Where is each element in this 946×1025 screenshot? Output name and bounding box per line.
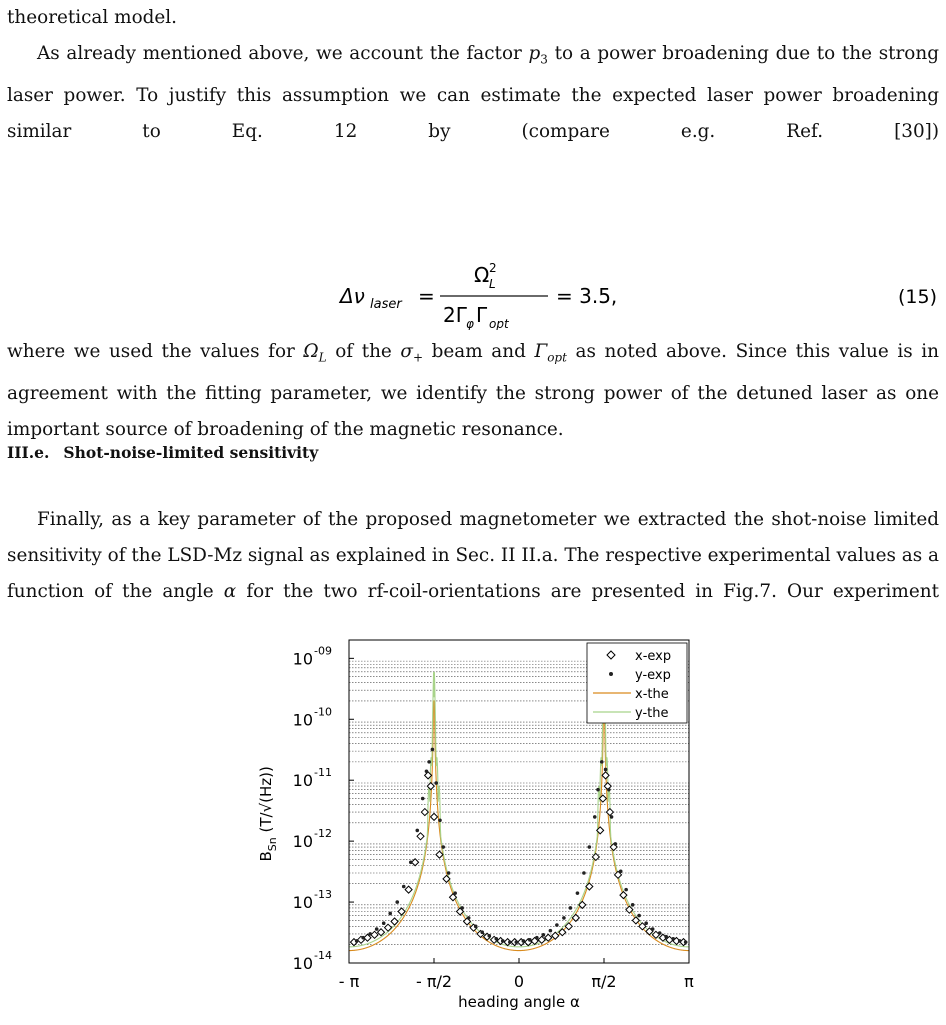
equation-graphic	[0, 258, 946, 330]
x-axis-label: heading angle α	[458, 993, 580, 1011]
data-point-y-exp	[415, 829, 419, 833]
data-point-y-exp	[368, 932, 372, 936]
data-point-y-exp	[664, 935, 668, 939]
math-symbol: σ	[400, 341, 413, 362]
legend-label: x-the	[635, 687, 669, 702]
y-tick-label: 10	[292, 832, 313, 852]
data-point-y-exp	[427, 760, 431, 764]
y-tick-exponent: -14	[314, 949, 332, 962]
math-gamma-opt	[534, 341, 567, 365]
data-point-y-exp	[651, 927, 655, 931]
data-point-y-exp	[644, 921, 648, 925]
data-point-y-exp	[474, 925, 478, 929]
data-point-x-exp	[391, 918, 398, 925]
data-point-y-exp	[528, 938, 532, 942]
data-point-y-exp	[542, 933, 546, 937]
eq-num-sup: 2	[489, 261, 497, 275]
data-point-y-exp	[467, 916, 471, 920]
data-point-y-exp	[460, 906, 464, 910]
data-point-x-exp	[436, 851, 443, 858]
data-point-y-exp	[562, 916, 566, 920]
x-tick-label: π	[684, 972, 694, 991]
y-tick-label: 10	[292, 649, 313, 669]
data-point-y-exp	[604, 768, 608, 772]
x-tick-label: 0	[513, 972, 525, 991]
data-point-x-exp	[405, 886, 412, 893]
equation-15	[0, 258, 946, 330]
paragraph-sensitivity	[7, 502, 939, 610]
data-point-x-exp	[538, 936, 545, 943]
data-point-y-exp	[447, 871, 451, 875]
data-point-y-exp	[395, 900, 399, 904]
data-point-y-exp	[402, 885, 406, 889]
text-span: of the	[326, 341, 401, 362]
legend-marker-y-exp	[609, 672, 613, 676]
y-tick-label: 10	[292, 954, 313, 973]
y-tick-exponent: -10	[314, 705, 332, 719]
eq-num-sub: L	[489, 277, 496, 291]
eq-den-prefix: 2Γ	[443, 303, 467, 327]
y-tick-label: 10	[292, 771, 313, 791]
data-point-y-exp	[421, 797, 425, 801]
eq-equals: =	[418, 284, 435, 308]
data-point-y-exp	[522, 939, 526, 943]
data-point-x-exp	[417, 833, 424, 840]
data-point-y-exp	[361, 936, 365, 940]
y-axis-label: $B_{Sn}$ (T/√(Hz))	[257, 766, 279, 862]
text-span: as noted above. Since this value is in agreement with the fitting parameter, we identify the strong power of the detuned laser as one important source of broadening of the magnetic resonance.	[7, 341, 939, 440]
data-point-y-exp	[425, 770, 429, 774]
section-title: Shot-noise-limited sensitivity	[63, 443, 319, 462]
math-sigma-plus	[400, 341, 424, 365]
data-point-y-exp	[494, 937, 498, 941]
data-point-y-exp	[438, 818, 442, 822]
data-point-y-exp	[431, 748, 435, 752]
x-tick-label: - π	[338, 972, 360, 991]
y-tick-exponent: -11	[314, 766, 332, 780]
eq-result: = 3.5,	[556, 284, 618, 308]
math-subscript: +	[412, 350, 424, 365]
data-point-y-exp	[487, 934, 491, 938]
eq-den-sub1: φ	[466, 317, 474, 330]
data-point-y-exp	[596, 788, 600, 792]
text-span: for the two rf-coil-orientations are presented in Fig.7. Our experiment	[236, 581, 939, 602]
text-span: theoretical model.	[7, 7, 178, 28]
data-point-y-exp	[658, 931, 662, 935]
sensitivity-chart	[0, 605, 946, 1025]
data-point-y-exp	[619, 869, 623, 873]
eq-num-symbol: Ω	[474, 263, 490, 287]
y-tick-exponent: -13	[314, 888, 332, 902]
y-tick-label: 10	[292, 893, 313, 913]
y-tick-exponent: -12	[314, 827, 332, 841]
math-omega-l	[303, 341, 327, 365]
math-symbol: Ω	[303, 341, 319, 362]
text-span: to a power broadening due to the strong laser power. To justify this assumption we can estimate the expected laser power broadening similar to Eq. 12 by (compare e.g. Ref. [30])	[7, 43, 939, 142]
eq-den-sub2: opt	[489, 317, 509, 330]
math-subscript: 3	[540, 52, 548, 67]
text-span: where we used the values for	[7, 341, 304, 362]
section-number: III.e.	[7, 443, 50, 462]
data-point-y-exp	[607, 788, 611, 792]
data-point-x-exp	[412, 859, 419, 866]
math-p3	[528, 43, 548, 67]
legend-label: y-exp	[635, 668, 671, 683]
data-point-y-exp	[600, 760, 604, 764]
data-point-y-exp	[624, 888, 628, 892]
data-point-y-exp	[593, 815, 597, 819]
data-point-y-exp	[409, 860, 413, 864]
section-heading	[7, 443, 318, 462]
data-point-y-exp	[375, 927, 379, 931]
data-point-y-exp	[614, 842, 618, 846]
paragraph-fragment	[7, 0, 939, 36]
y-tick-label: 10	[292, 710, 313, 730]
data-point-y-exp	[453, 891, 457, 895]
paragraph-power-broadening	[7, 36, 939, 150]
math-subscript: opt	[547, 350, 567, 365]
data-point-y-exp	[582, 871, 586, 875]
math-symbol: p	[528, 43, 541, 64]
data-point-y-exp	[569, 906, 573, 910]
data-point-y-exp	[514, 940, 518, 944]
eq-lhs-sub: laser	[370, 297, 402, 312]
data-point-y-exp	[535, 936, 539, 940]
legend-label: x-exp	[635, 649, 672, 664]
data-point-y-exp	[576, 891, 580, 895]
eq-number: (15)	[897, 286, 937, 308]
eq-lhs-symbol: Δν	[340, 284, 365, 308]
data-point-y-exp	[388, 912, 392, 916]
data-point-y-exp	[441, 845, 445, 849]
legend-label: y-the	[635, 706, 669, 721]
text-span: As already mentioned above, we account the factor	[37, 43, 529, 64]
data-point-x-exp	[552, 932, 559, 939]
data-point-y-exp	[501, 939, 505, 943]
math-alpha: α	[223, 581, 237, 602]
data-point-x-exp	[398, 908, 405, 915]
text-span: Finally, as a key parameter of the proposed magnetometer we extracted the shot-noise limited sensitivity of the LSD-Mz signal as explained in Sec. II II.a. The respective experimental values as a function of the angle	[7, 509, 939, 602]
paragraph-values-used	[7, 334, 939, 448]
data-point-x-exp	[431, 813, 438, 820]
data-point-y-exp	[671, 937, 675, 941]
data-point-y-exp	[355, 939, 359, 943]
data-point-y-exp	[382, 921, 386, 925]
y-tick-exponent: -09	[314, 644, 332, 658]
text-span: beam and	[423, 341, 535, 362]
data-point-y-exp	[549, 929, 553, 933]
data-point-y-exp	[610, 815, 614, 819]
data-point-y-exp	[508, 940, 512, 944]
data-point-y-exp	[588, 845, 592, 849]
x-tick-label: π/2	[591, 972, 617, 991]
x-tick-label: - π/2	[415, 972, 453, 991]
data-point-y-exp	[480, 930, 484, 934]
data-point-y-exp	[684, 940, 688, 944]
data-point-y-exp	[434, 781, 438, 785]
math-subscript: L	[318, 350, 327, 365]
math-symbol: Γ	[534, 341, 548, 362]
eq-den-gamma2: Γ	[476, 303, 488, 327]
data-point-y-exp	[555, 923, 559, 927]
data-point-y-exp	[631, 903, 635, 907]
data-point-y-exp	[678, 939, 682, 943]
data-point-y-exp	[637, 914, 641, 918]
